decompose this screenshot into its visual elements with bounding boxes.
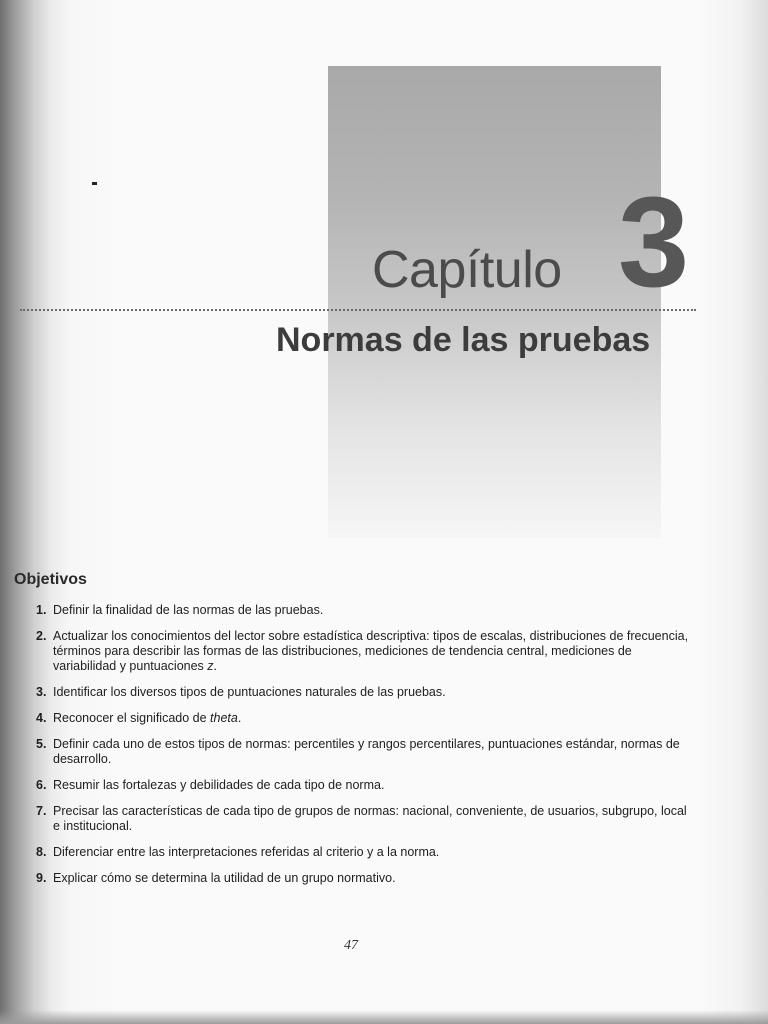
chapter-label: Capítulo bbox=[372, 241, 562, 299]
objective-text: Identificar los diversos tipos de puntuaciones naturales de las pruebas. bbox=[53, 685, 446, 699]
objective-text-end: . bbox=[213, 659, 218, 673]
chapter-number: 3 bbox=[618, 171, 690, 314]
objectives-list bbox=[33, 603, 697, 897]
objective-number: 9. bbox=[36, 871, 47, 885]
dotted-divider bbox=[20, 309, 696, 311]
objective-text: Resumir las fortalezas y debilidades de cada tipo de norma. bbox=[53, 778, 385, 792]
chapter-header-gray-block bbox=[328, 66, 661, 538]
objective-item bbox=[33, 603, 697, 618]
chapter-title: Normas de las pruebas bbox=[276, 321, 651, 359]
objective-text: Explicar cómo se determina la utilidad de un grupo normativo. bbox=[53, 871, 396, 885]
objective-number: 5. bbox=[36, 737, 47, 751]
objectives-heading: Objetivos bbox=[14, 571, 87, 588]
objective-number: 2. bbox=[36, 629, 47, 643]
objective-number: 4. bbox=[36, 711, 47, 725]
objective-text: Reconocer el significado de bbox=[53, 711, 211, 725]
objective-text-italic: z bbox=[207, 659, 214, 673]
objective-text: Definir cada uno de estos tipos de normas: percentiles y rangos percentilares, puntuaciones estándar, normas de desarrollo. bbox=[53, 737, 680, 766]
objective-item bbox=[33, 629, 697, 674]
objective-text-italic: theta bbox=[210, 711, 238, 725]
objective-item bbox=[33, 737, 697, 767]
objective-text-end: . bbox=[237, 711, 242, 725]
objective-number: 1. bbox=[36, 603, 47, 617]
objective-text: Actualizar los conocimientos del lector sobre estadística descriptiva: tipos de escalas, distribuciones de frecuencia, términos para describir las formas de las distribuciones, mediciones de tendencia central, mediciones de variabilidad y puntuaciones bbox=[53, 629, 689, 673]
objective-item bbox=[33, 871, 697, 886]
objective-item bbox=[33, 845, 697, 860]
objective-number: 7. bbox=[36, 804, 47, 818]
objective-text: Diferenciar entre las interpretaciones referidas al criterio y a la norma. bbox=[53, 845, 440, 859]
objective-number: 3. bbox=[36, 685, 47, 699]
objective-text: Definir la finalidad de las normas de las pruebas. bbox=[53, 603, 324, 617]
objective-text: Precisar las características de cada tipo de grupos de normas: nacional, conveniente, de usuarios, subgrupo, local e institucional. bbox=[53, 804, 687, 833]
objective-number: 6. bbox=[36, 778, 47, 792]
objective-number: 8. bbox=[36, 845, 47, 859]
objective-item bbox=[33, 778, 697, 793]
objective-item bbox=[33, 711, 697, 726]
objective-item bbox=[33, 685, 697, 700]
objective-item bbox=[33, 804, 697, 834]
ink-speck bbox=[92, 182, 97, 185]
page-number: 47 bbox=[344, 938, 358, 953]
